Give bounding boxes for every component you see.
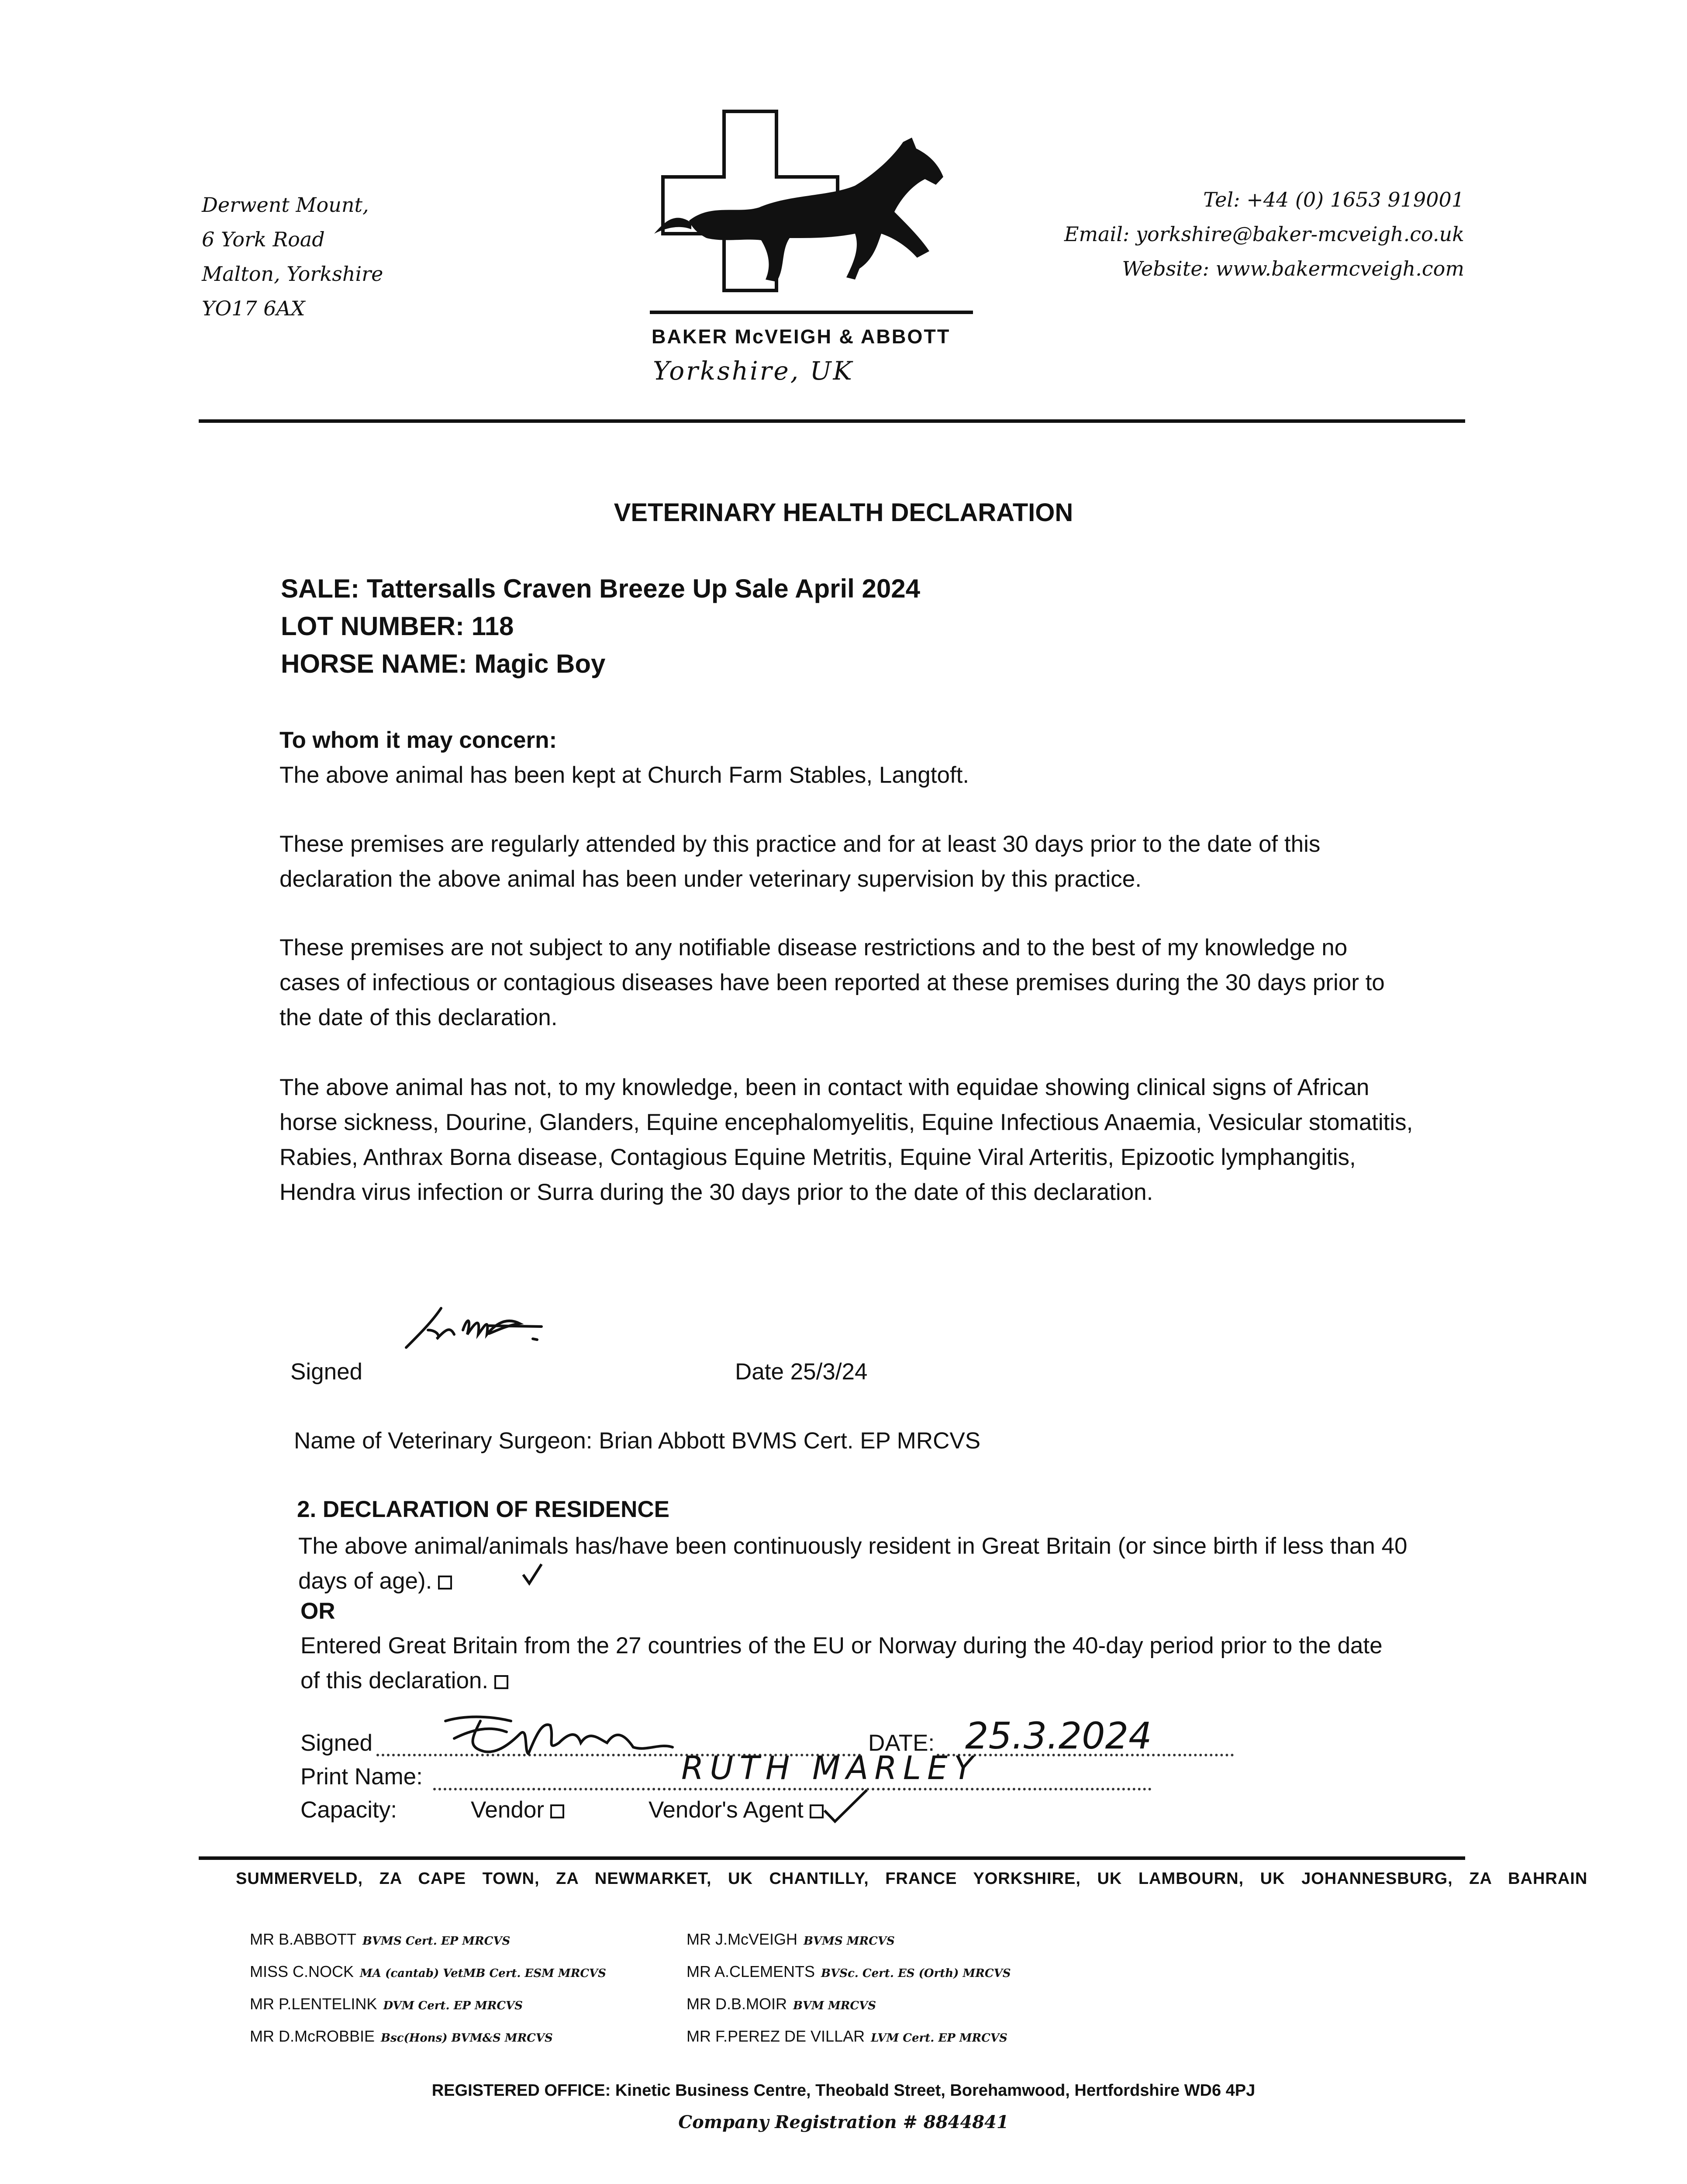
residence-option-2-text: Entered Great Britain from the 27 countries of the EU or Norway during the 40-day period prior to the date of this declaration. (300, 1633, 1383, 1693)
signature-date: Date 25/3/24 (735, 1359, 868, 1385)
address-line: YO17 6AX (202, 297, 305, 320)
sale-line: SALE: Tattersalls Craven Breeze Up Sale April 2024 (281, 574, 920, 603)
paragraph-restrictions: These premises are not subject to any notifiable disease restrictions and to the best of my knowledge no cases of infectious or contagious diseases have been reported at these premises during the 30 days prior to the date of this declaration. (279, 935, 1385, 1030)
staff-entry (250, 2021, 606, 2053)
office: CAPE TOWN, ZA (418, 1870, 579, 1888)
print-name-label: Print Name: (300, 1764, 423, 1790)
address-line: Derwent Mount, (202, 193, 369, 217)
staff-entry (687, 1956, 1011, 1989)
office: CHANTILLY, FRANCE (769, 1870, 957, 1888)
staff-entry (687, 2021, 1011, 2053)
staff-entry (687, 1989, 1011, 2021)
staff-entry (250, 1924, 606, 1956)
address-block (202, 188, 383, 326)
staff-list-left (250, 1924, 606, 2053)
staff-qualifications: Bsc(Hons) BVM&S MRCVS (381, 2032, 553, 2045)
company-location: Yorkshire, UK (653, 356, 854, 386)
address-line: 6 York Road (202, 228, 325, 251)
office: BAHRAIN (1508, 1870, 1588, 1888)
residence-option-1 (298, 1529, 1416, 1599)
horse-name: HORSE NAME: Magic Boy (281, 649, 606, 678)
footer-divider (199, 1856, 1465, 1860)
staff-name: MR B.ABBOTT (250, 1930, 357, 1948)
staff-qualifications: BVMS Cert. EP MRCVS (362, 1935, 511, 1948)
paragraph-diseases: The above animal has not, to my knowledge, been in contact with equidae showing clinical signs of African horse sickness, Dourine, Glanders, Equine encephalomyelitis, Equine Infectious Anaemia, Vesicular stomatitis, Rabies, Anthrax Borna disease, Contagious Equine Metritis, Equine Viral Arteritis, Epizootic lymphangitis, Hendra virus infection or Surra during the 30 days prior to the date of this declaration. (279, 1075, 1413, 1205)
option-1-checkbox[interactable] (438, 1576, 452, 1590)
office: JOHANNESBURG, ZA (1301, 1870, 1492, 1888)
staff-name: MR J.McVEIGH (687, 1930, 798, 1948)
staff-name: MR F.PEREZ DE VILLAR (687, 2027, 865, 2045)
website: Website: www.bakermcveigh.com (1122, 257, 1464, 280)
staff-name: MR D.B.MOIR (687, 1995, 787, 2013)
address-line: Malton, Yorkshire (202, 262, 383, 286)
office: NEWMARKET, UK (594, 1870, 753, 1888)
office-locations (236, 1870, 1587, 1888)
company-name: BAKER McVEIGH & ABBOTT (652, 325, 951, 348)
staff-qualifications: BVSc. Cert. ES (Orth) MRCVS (821, 1967, 1011, 1980)
company-registration: Company Registration # 8844841 (678, 2112, 1009, 2132)
staff-qualifications: LVM Cert. EP MRCVS (871, 2032, 1007, 2045)
vet-signature (402, 1299, 568, 1352)
capacity-label: Capacity: (300, 1797, 397, 1823)
email: Email: yorkshire@baker-mcveigh.co.uk (1064, 222, 1464, 246)
header-divider (199, 419, 1465, 423)
residence-option-1-text: The above animal/animals has/have been continuously resident in Great Britain (or since birth if less than 40 days of age). (298, 1533, 1408, 1594)
staff-list-right (687, 1924, 1011, 2053)
signed-label: Signed (290, 1359, 363, 1385)
date-label: DATE: (868, 1730, 935, 1756)
residence-heading: 2. DECLARATION OF RESIDENCE (297, 1496, 669, 1522)
staff-name: MR A.CLEMENTS (687, 1963, 815, 1980)
print-name-line (433, 1788, 1152, 1790)
paragraph-supervision: These premises are regularly attended by this practice and for at least 30 days prior to the date of this declaration the above animal has been under veterinary supervision by this practice. (279, 831, 1321, 892)
office: SUMMERVELD, ZA (236, 1870, 402, 1888)
vendor-checkbox[interactable] (550, 1804, 564, 1818)
document-title: VETERINARY HEALTH DECLARATION (614, 498, 1073, 527)
form-signed-label: Signed (300, 1730, 373, 1756)
cross-and-horse-logo (650, 107, 973, 317)
vendor-agent-tick (821, 1787, 869, 1826)
lot-number: LOT NUMBER: 118 (281, 612, 514, 641)
salutation: To whom it may concern: (279, 727, 557, 753)
staff-entry (687, 1924, 1011, 1956)
staff-qualifications: MA (cantab) VetMB Cert. ESM MRCVS (360, 1967, 606, 1980)
or-label: OR (300, 1598, 335, 1624)
option-1-tick (520, 1562, 546, 1588)
vendor-option (471, 1797, 564, 1823)
contact-block (1064, 183, 1464, 286)
staff-name: MR D.McROBBIE (250, 2027, 375, 2045)
handwritten-print-name: RUTH MARLEY (681, 1749, 980, 1787)
sale-details (281, 570, 920, 683)
phone: Tel: +44 (0) 1653 919001 (1203, 188, 1464, 211)
handwritten-date: 25.3.2024 (965, 1714, 1152, 1757)
vendor-signature (441, 1712, 686, 1760)
staff-qualifications: DVM Cert. EP MRCVS (383, 1999, 523, 2012)
paragraph-kept-at: The above animal has been kept at Church Farm Stables, Langtoft. (279, 762, 969, 788)
option-2-checkbox[interactable] (494, 1675, 508, 1689)
residence-option-2 (300, 1628, 1401, 1698)
registered-office: REGISTERED OFFICE: Kinetic Business Centre, Theobald Street, Borehamwood, Hertfordshire WD6 4PJ (431, 2081, 1256, 2100)
staff-name: MR P.LENTELINK (250, 1995, 377, 2013)
vendor-agent-label: Vendor's Agent (649, 1797, 804, 1823)
vendor-agent-option (649, 1797, 824, 1823)
staff-entry (250, 1956, 606, 1989)
staff-name: MISS C.NOCK (250, 1963, 354, 1980)
vet-name: Name of Veterinary Surgeon: Brian Abbott BVMS Cert. EP MRCVS (294, 1428, 981, 1454)
office: YORKSHIRE, UK (973, 1870, 1122, 1888)
office: LAMBOURN, UK (1138, 1870, 1285, 1888)
staff-qualifications: BVMS MRCVS (804, 1935, 895, 1948)
staff-entry (250, 1989, 606, 2021)
staff-qualifications: BVM MRCVS (793, 1999, 876, 2012)
vendor-label: Vendor (471, 1797, 544, 1823)
